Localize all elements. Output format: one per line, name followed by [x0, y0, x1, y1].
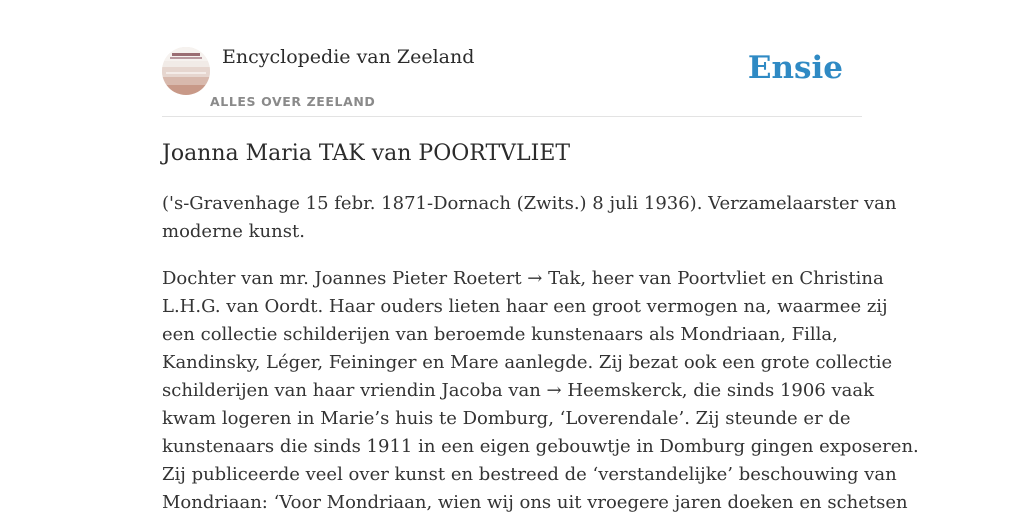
text-line: kunstenaars die sinds 1911 in een eigen gebouwtje in Domburg gingen exposeren. [162, 436, 919, 457]
brand-logo[interactable]: Ensie [747, 50, 843, 86]
text-line: L.H.G. van Oordt. Haar ouders lieten haar een groot vermogen na, waarmee zij [162, 296, 888, 317]
text-line: Mondriaan: ‘Voor Mondriaan, wien wij ons uit vroegere jaren doeken en schetsen [162, 492, 908, 512]
article [162, 137, 919, 512]
text-line: een collectie schilderijen van beroemde kunstenaars als Mondriaan, Filla, [162, 324, 838, 345]
site-avatar[interactable] [162, 47, 210, 95]
text-line: Dochter van mr. Joannes Pieter Roetert → Tak, heer van Poortvliet en Christina [162, 268, 884, 289]
article-intro [162, 190, 897, 246]
site-title[interactable]: Encyclopedie van Zeeland [222, 46, 475, 68]
article-body [162, 265, 919, 512]
text-line: ('s-Gravenhage 15 febr. 1871-Dornach (Zwits.) 8 juli 1936). Verzamelaarster van [162, 193, 897, 214]
text-line: moderne kunst. [162, 221, 305, 242]
text-line: Kandinsky, Léger, Feininger en Mare aanlegde. Zij bezat ook een grote collectie [162, 352, 893, 373]
article-title: Joanna Maria TAK van POORTVLIET [162, 141, 571, 166]
site-subtitle: ALLES OVER ZEELAND [210, 94, 376, 109]
text-line: Zij publiceerde veel over kunst en bestreed de ‘verstandelijke’ beschouwing van [162, 464, 897, 485]
site-header [162, 44, 862, 117]
text-line: schilderijen van haar vriendin Jacoba van → Heemskerck, die sinds 1906 vaak [162, 380, 875, 401]
text-line: kwam logeren in Marie’s huis te Domburg, ‘Loverendale’. Zij steunde er de [162, 408, 851, 429]
avatar-image [162, 47, 210, 95]
